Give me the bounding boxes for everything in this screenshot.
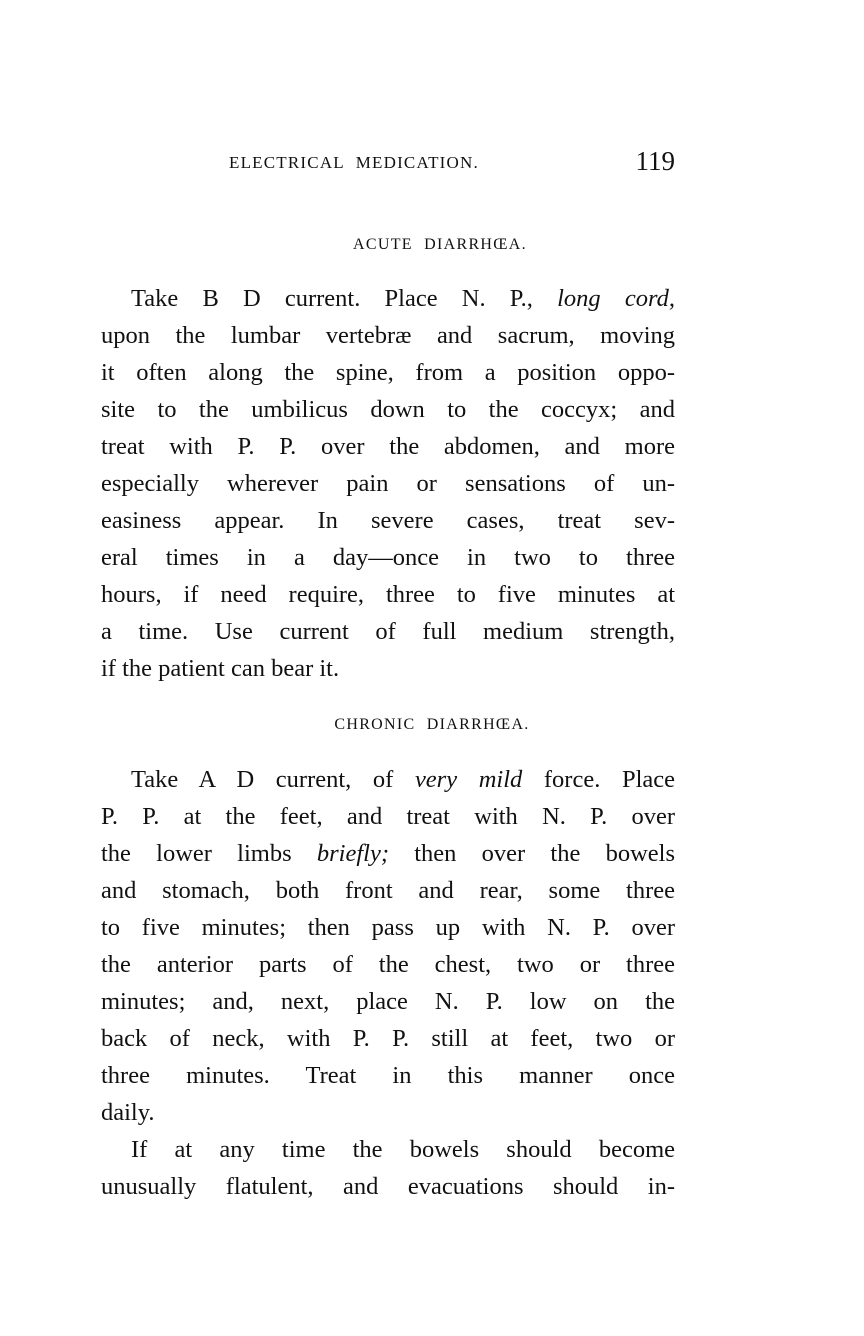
paragraph-line: eral times in a day—once in two to three [101,544,675,571]
paragraph-line: and stomach, both front and rear, some three [101,877,675,904]
paragraph-line: the anterior parts of the chest, two or three [101,951,675,978]
paragraph-line [101,836,675,872]
section-heading-acute-diarrhoea: ACUTE DIARRHŒA. [353,236,527,253]
paragraph-line: daily. [101,1099,155,1126]
paragraph-line: hours, if need require, three to five minutes at [101,581,675,608]
paragraph-line: easiness appear. In severe cases, treat sev- [101,507,675,534]
line-text: force. Place [522,766,676,793]
italic-text: briefly; [316,840,389,867]
paragraph-line: minutes; and, next, place N. P. low on the [101,988,675,1015]
paragraph-line: three minutes. Treat in this manner once [101,1062,675,1089]
paragraph-line: site to the umbilicus down to the coccyx; and [101,396,675,423]
paragraph-line: if the patient can bear it. [101,655,340,682]
running-head [229,146,675,178]
italic-text: very mild [414,766,523,793]
section-heading-chronic-diarrhoea: CHRONIC DIARRHŒA. [334,716,530,733]
paragraph-line: upon the lumbar vertebræ and sacrum, moving [101,322,675,349]
running-title: ELECTRICAL MEDICATION. [229,153,479,172]
page-number: 119 [635,146,675,176]
paragraph-line: a time. Use current of full medium strength, [101,618,675,645]
paragraph-line: back of neck, with P. P. still at feet, two or [101,1025,675,1052]
line-text: Take B D current. Place N. P., [131,285,558,312]
paragraph-line: to five minutes; then pass up with N. P. over [101,914,675,941]
line-text: then over the bowels [389,840,675,867]
paragraph-line: P. P. at the feet, and treat with N. P. over [101,803,675,830]
paragraph-line: unusually flatulent, and evacuations should in- [101,1173,675,1200]
paragraph-line: especially wherever pain or sensations of un- [101,470,675,497]
line-text: the lower limbs [101,840,317,867]
paragraph-line [131,281,675,317]
paragraph-line: treat with P. P. over the abdomen, and more [101,433,675,460]
paragraph-line [131,762,675,798]
italic-text: long cord, [557,285,675,312]
paragraph-line: it often along the spine, from a position oppo- [101,359,675,386]
paragraph-line: If at any time the bowels should become [131,1136,675,1163]
line-text: Take A D current, of [131,766,415,793]
